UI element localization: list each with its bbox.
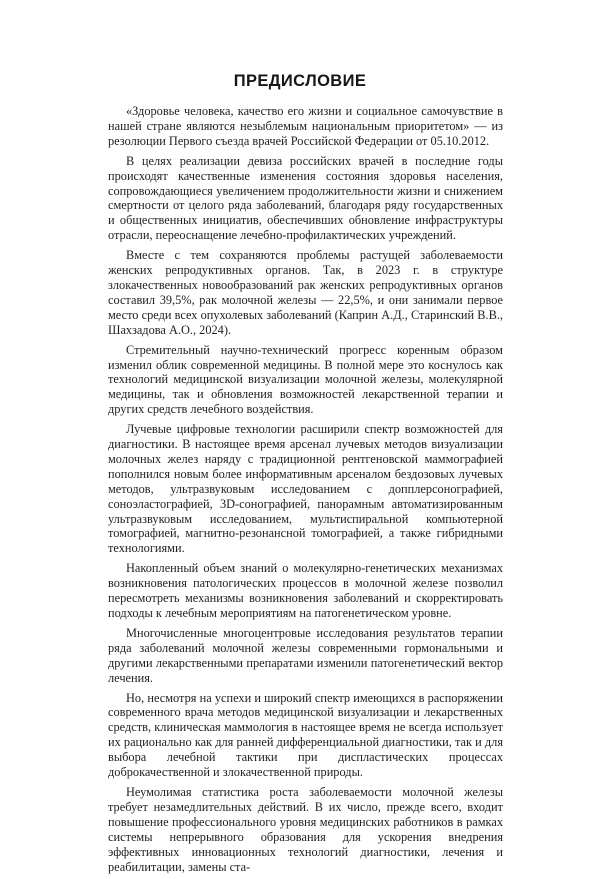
paragraph-radiation-technologies: Лучевые цифровые технологии расширили спектр возможностей для диагностики. В настоящее время арсенал лучевых методов визуализации молочных желез наряду с традиционной рентгеновской маммографией пополнился новым более информативным арсеналом бездозовых лучевых методов, ультразвуковым исследованием с допплерсонографией, соноэластографией, 3D-сонографией, панорамным автоматизированным ультразвуковым исследованием, мультиспиральной компьютерной томографией, магнитно-резонансной томографией, а также гибридными технологиями. [108, 422, 503, 556]
paragraph-clinical-mammology: Но, несмотря на успехи и широкий спектр имеющихся в распоряжении современного врача методов медицинской визуализации и лекарственных средств, клиническая маммология в настоящее время не всегда использует их рационально как для ранней дифференциальной диагностики, так и для выбора лечебной тактики при диспластических процессах доброкачественной и злокачественной природы. [108, 690, 503, 780]
paragraph-health-changes: В целях реализации девиза российских врачей в последние годы происходят качественные изменения состояния здоровья населения, сопровождающиеся увеличением продолжительности жизни и снижением смертности от целого ряда заболеваний, благодаря ряду государственных и общественных инициатив, обеспечивших обновление инфраструктуры отрасли, переоснащение лечебно-профилактических учреждений. [108, 153, 503, 243]
paragraph-scientific-progress: Стремительный научно-технический прогресс коренным образом изменил облик современной медицины. В полной мере это коснулось как технологий медицинской визуализации молочной железы, молекулярной медицины, так и обновления возможностей лекарственной терапии и других средств лечебного воздействия. [108, 342, 503, 417]
paragraph-statistics-action: Неумолимая статистика роста заболеваемости молочной железы требует незамедлительных действий. В их число, прежде всего, входит повышение профессионального уровня медицинских работников в рамках системы непрерывного образования для ускорения внедрения эффективных инновационных технологий диагностики, лечения и реабилитации, замены ста- [108, 784, 503, 874]
paragraph-multicenter-studies: Многочисленные многоцентровые исследования результатов терапии ряда заболеваний молочной железы современными гормональными и другими лекарственными препаратами изменили патогенетический вектор лечения. [108, 625, 503, 685]
paragraph-resolution-quote: «Здоровье человека, качество его жизни и социальное самочувствие в нашей стране являются незыблемым национальным приоритетом» — из резолюции Первого съезда врачей Российской Федерации от 05.10.2012. [108, 104, 503, 148]
page-title: ПРЕДИСЛОВИЕ [233, 72, 367, 90]
paragraph-morbidity-statistics: Вместе с тем сохраняются проблемы растущей заболеваемости женских репродуктивных органов. Так, в 2023 г. в структуре злокачественных новообразований рак женских репродуктивных органов составил 39,5%, рак молочной железы — 22,5%, и они занимали первое место среди всех опухолевых заболеваний (Каприн А.Д., Старинский В.В., Шахзадова А.О., 2024). [108, 248, 503, 337]
paragraph-molecular-genetics: Накопленный объем знаний о молекулярно-генетических механизмах возникновения патологических процессов в молочной железе позволил пересмотреть механизмы возникновения заболеваний и скорректировать подходы к лечебным мероприятиям на патогенетическом уровне. [108, 561, 503, 620]
preface-body [108, 104, 503, 879]
